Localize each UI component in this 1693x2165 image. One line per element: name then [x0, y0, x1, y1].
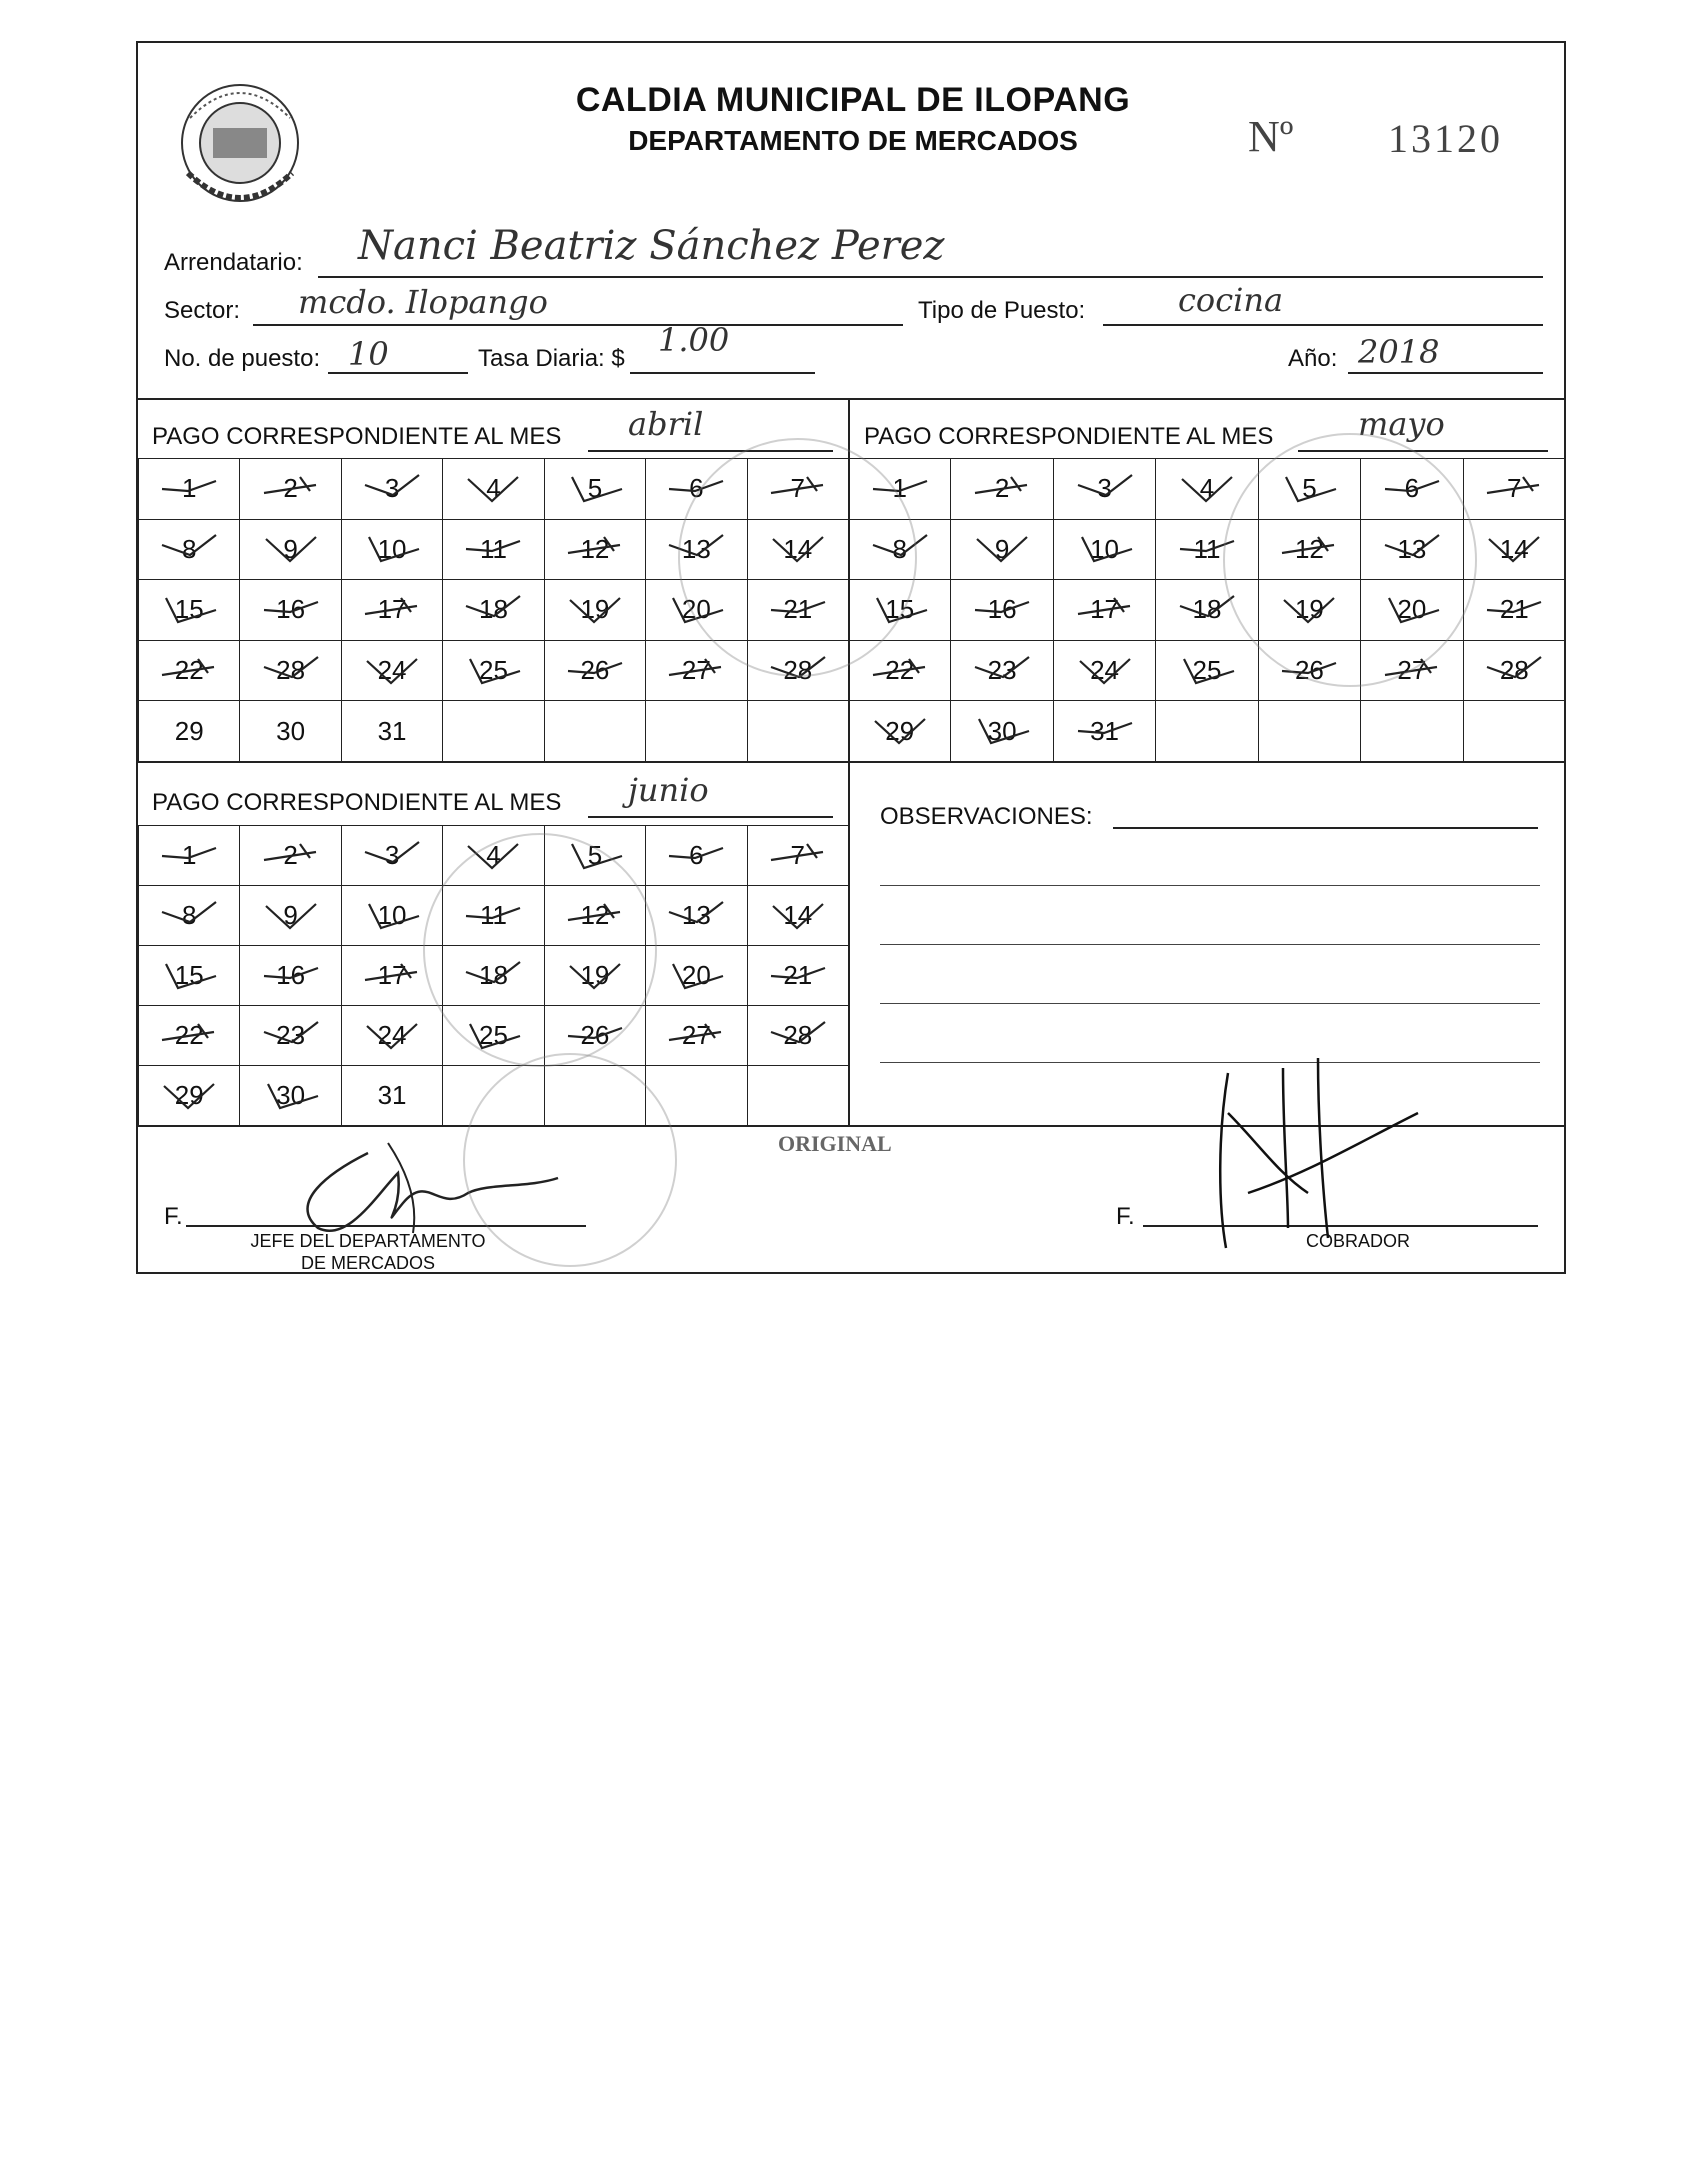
day-cell	[1361, 520, 1463, 581]
day-cell	[139, 701, 240, 762]
arrendatario-line	[318, 276, 1543, 278]
anio-value: 2018	[1358, 333, 1440, 371]
day-cell	[951, 580, 1053, 641]
day-cell	[951, 459, 1053, 520]
day-number: 20	[681, 960, 711, 990]
day-cell	[545, 520, 646, 581]
day-number: 1	[181, 840, 197, 870]
day-cell	[342, 886, 443, 946]
market-payment-card	[136, 41, 1566, 1274]
day-cell	[1464, 520, 1566, 581]
day-cell	[1259, 459, 1361, 520]
day-cell	[1259, 520, 1361, 581]
day-cell	[139, 641, 240, 702]
day-cell	[951, 701, 1053, 762]
day-number: 24	[377, 1020, 407, 1050]
month-3-line	[588, 816, 833, 818]
day-number: 30	[276, 715, 306, 746]
day-cell	[342, 1066, 443, 1126]
observaciones-line-1	[880, 885, 1540, 886]
day-number: 22	[885, 655, 915, 686]
day-number: 8	[181, 533, 197, 564]
month-3-value: junio	[628, 771, 709, 809]
observaciones-line-3	[880, 1003, 1540, 1004]
day-cell	[1054, 580, 1156, 641]
jefe-title-line2: DE MERCADOS	[300, 1253, 435, 1273]
f-left-label: F.	[164, 1203, 183, 1230]
day-cell	[342, 580, 443, 641]
day-number: 14	[1499, 533, 1529, 564]
day-number: 19	[580, 594, 610, 625]
empty-cell	[1464, 701, 1566, 762]
month-1-value: abril	[628, 405, 704, 443]
day-number: 24	[1090, 655, 1120, 686]
day-cell	[139, 520, 240, 581]
month-1-day-grid	[138, 458, 849, 762]
day-number: 30	[987, 715, 1017, 746]
day-cell	[139, 886, 240, 946]
empty-cell	[646, 1066, 747, 1126]
tasa-label: Tasa Diaria: $	[478, 345, 625, 372]
day-cell	[1054, 641, 1156, 702]
day-number: 21	[1499, 594, 1529, 625]
day-number: 4	[486, 840, 501, 870]
receipt-number-label: Nº	[1248, 112, 1294, 161]
empty-cell	[646, 701, 747, 762]
day-number: 25	[479, 655, 508, 686]
day-number: 17	[377, 960, 407, 990]
day-cell	[545, 459, 646, 520]
day-number: 20	[681, 594, 711, 625]
day-number: 16	[987, 594, 1017, 625]
cobrador-signature-icon	[1188, 1053, 1458, 1253]
day-cell	[342, 826, 443, 886]
observaciones-label: OBSERVACIONES:	[880, 803, 1093, 830]
month-1-label: PAGO CORRESPONDIENTE AL MES	[152, 423, 562, 450]
day-cell	[951, 520, 1053, 581]
day-number: 18	[1192, 594, 1222, 625]
empty-cell	[545, 1066, 646, 1126]
day-number: 16	[276, 594, 306, 625]
arrendatario-value: Nanci Beatriz Sánchez Perez	[358, 223, 945, 269]
day-number: 3	[384, 473, 400, 504]
anio-line	[1348, 372, 1543, 374]
puesto-value: 10	[348, 335, 389, 373]
day-number: 10	[377, 533, 407, 564]
day-number: 31	[377, 1080, 407, 1110]
day-cell	[139, 1066, 240, 1126]
day-cell	[849, 520, 951, 581]
day-cell	[139, 946, 240, 1006]
puesto-label: No. de puesto:	[164, 345, 321, 372]
day-cell	[240, 1066, 341, 1126]
day-cell	[443, 826, 544, 886]
day-cell	[545, 580, 646, 641]
day-number: 13	[681, 533, 711, 564]
cobrador-title: COBRADOR	[1305, 1231, 1410, 1251]
day-cell	[443, 580, 544, 641]
day-cell	[443, 886, 544, 946]
day-number: 11	[1193, 533, 1221, 564]
day-cell	[1259, 641, 1361, 702]
day-cell	[646, 459, 747, 520]
day-cell	[1156, 459, 1258, 520]
day-number: 30	[276, 1080, 306, 1110]
day-cell	[545, 1006, 646, 1066]
day-number: 27	[681, 1020, 711, 1050]
day-cell	[240, 946, 341, 1006]
day-number: 14	[783, 900, 813, 930]
day-number: 12	[580, 533, 610, 564]
day-number: 28	[276, 655, 306, 686]
day-number: 14	[783, 533, 813, 564]
day-cell	[1156, 641, 1258, 702]
observaciones-line-0	[1113, 827, 1538, 829]
day-cell	[646, 641, 747, 702]
jefe-title-line1: JEFE DEL DEPARTAMENTO	[250, 1231, 486, 1251]
day-number: 5	[587, 473, 603, 504]
tasa-value: 1.00	[658, 321, 730, 359]
day-cell	[646, 886, 747, 946]
original-stamp: ORIGINAL	[778, 1131, 892, 1156]
day-number: 19	[1294, 594, 1324, 625]
day-number: 6	[689, 840, 704, 870]
day-number: 26	[580, 1020, 610, 1050]
day-cell	[748, 826, 849, 886]
day-cell	[646, 520, 747, 581]
day-cell	[240, 826, 341, 886]
observaciones-line-2	[880, 944, 1540, 945]
day-number: 1	[181, 473, 197, 504]
day-cell	[1464, 459, 1566, 520]
department-title: DEPARTAMENTO DE MERCADOS	[628, 125, 1078, 156]
month-3-day-grid	[138, 825, 849, 1126]
day-number: 9	[283, 533, 298, 564]
day-number: 21	[783, 594, 813, 625]
day-number: 9	[994, 533, 1010, 564]
day-number: 3	[384, 840, 400, 870]
day-cell	[443, 946, 544, 1006]
day-number: 18	[479, 960, 508, 990]
day-number: 11	[479, 533, 507, 564]
day-cell	[342, 520, 443, 581]
day-number: 1	[892, 473, 907, 504]
day-number: 7	[790, 473, 806, 504]
day-number: 21	[783, 960, 813, 990]
day-number: 28	[783, 1020, 813, 1050]
tipo-puesto-value: cocina	[1178, 281, 1284, 319]
tasa-line	[630, 372, 815, 374]
day-cell	[443, 520, 544, 581]
day-cell	[342, 641, 443, 702]
empty-cell	[443, 701, 544, 762]
day-number: 31	[1090, 715, 1120, 746]
day-cell	[646, 1006, 747, 1066]
day-cell	[1156, 580, 1258, 641]
day-cell	[1464, 641, 1566, 702]
month-2-day-grid	[848, 458, 1566, 762]
day-number: 27	[1397, 655, 1427, 686]
day-cell	[139, 580, 240, 641]
day-cell	[139, 1006, 240, 1066]
day-number: 16	[276, 960, 306, 990]
day-number: 15	[174, 594, 204, 625]
day-cell	[1361, 459, 1463, 520]
sector-label: Sector:	[164, 297, 241, 324]
month-2-label: PAGO CORRESPONDIENTE AL MES	[864, 423, 1274, 450]
day-cell	[1464, 580, 1566, 641]
day-number: 20	[1397, 594, 1427, 625]
empty-cell	[748, 1066, 849, 1126]
jefe-signature-icon	[228, 1133, 588, 1243]
day-number: 5	[1302, 473, 1317, 504]
day-number: 28	[1499, 655, 1529, 686]
day-number: 5	[587, 840, 603, 870]
day-cell	[240, 1006, 341, 1066]
sector-line	[253, 324, 903, 326]
day-number: 13	[1397, 533, 1427, 564]
day-cell	[240, 459, 341, 520]
day-number: 27	[681, 655, 711, 686]
empty-cell	[1156, 701, 1258, 762]
receipt-number: 13120	[1388, 116, 1503, 161]
day-number: 12	[580, 900, 610, 930]
day-number: 18	[479, 594, 508, 625]
day-cell	[1054, 701, 1156, 762]
arrendatario-label: Arrendatario:	[164, 249, 303, 276]
day-number: 10	[377, 900, 407, 930]
tipo-puesto-label: Tipo de Puesto:	[918, 297, 1086, 324]
day-cell	[545, 826, 646, 886]
day-cell	[342, 946, 443, 1006]
day-cell	[240, 520, 341, 581]
day-cell	[240, 701, 341, 762]
day-number: 7	[790, 840, 806, 870]
day-cell	[849, 580, 951, 641]
day-cell	[849, 459, 951, 520]
day-cell	[545, 886, 646, 946]
day-cell	[849, 641, 951, 702]
day-number: 12	[1294, 533, 1324, 564]
day-cell	[1361, 580, 1463, 641]
day-cell	[748, 641, 849, 702]
month-2-value: mayo	[1358, 405, 1445, 443]
day-cell	[240, 886, 341, 946]
day-number: 22	[174, 655, 204, 686]
day-cell	[748, 1006, 849, 1066]
day-number: 3	[1097, 473, 1112, 504]
day-number: 17	[377, 594, 407, 625]
day-cell	[646, 946, 747, 1006]
day-number: 4	[486, 473, 501, 504]
day-cell	[139, 826, 240, 886]
empty-cell	[748, 701, 849, 762]
day-cell	[748, 520, 849, 581]
month-2-line	[1298, 450, 1548, 452]
anio-label: Año:	[1288, 345, 1338, 372]
day-cell	[748, 946, 849, 1006]
empty-cell	[443, 1066, 544, 1126]
day-number: 2	[283, 840, 298, 870]
f-right-label: F.	[1116, 1203, 1135, 1230]
day-number: 15	[885, 594, 915, 625]
day-number: 28	[783, 655, 813, 686]
day-cell	[342, 1006, 443, 1066]
day-number: 22	[174, 1020, 204, 1050]
day-cell	[545, 946, 646, 1006]
day-cell	[443, 641, 544, 702]
day-number: 19	[580, 960, 610, 990]
empty-cell	[545, 701, 646, 762]
day-cell	[342, 459, 443, 520]
day-number: 2	[994, 473, 1010, 504]
sector-value: mcdo. Ilopango	[298, 283, 548, 321]
tipo-puesto-line	[1103, 324, 1543, 326]
day-cell	[342, 701, 443, 762]
day-cell	[443, 459, 544, 520]
month-1-line	[588, 450, 833, 452]
day-cell	[951, 641, 1053, 702]
day-cell	[240, 580, 341, 641]
day-number: 6	[1404, 473, 1420, 504]
day-cell	[1259, 580, 1361, 641]
day-number: 15	[174, 960, 204, 990]
day-number: 9	[283, 900, 298, 930]
day-cell	[748, 580, 849, 641]
day-cell	[849, 701, 951, 762]
day-cell	[748, 459, 849, 520]
day-cell	[1054, 520, 1156, 581]
day-cell	[1361, 641, 1463, 702]
day-cell	[545, 641, 646, 702]
day-number: 8	[181, 900, 197, 930]
empty-cell	[1259, 701, 1361, 762]
day-number: 24	[377, 655, 407, 686]
day-cell	[240, 641, 341, 702]
day-number: 4	[1199, 473, 1215, 504]
day-number: 23	[276, 1020, 306, 1050]
day-cell	[748, 886, 849, 946]
day-number: 26	[1294, 655, 1324, 686]
day-number: 17	[1090, 594, 1120, 625]
day-cell	[1054, 459, 1156, 520]
day-cell	[646, 826, 747, 886]
day-cell	[443, 1006, 544, 1066]
day-number: 29	[174, 715, 204, 746]
day-cell	[1156, 520, 1258, 581]
day-number: 29	[885, 715, 915, 746]
day-number: 25	[1192, 655, 1222, 686]
day-number: 11	[479, 900, 507, 930]
day-number: 26	[580, 655, 610, 686]
day-number: 10	[1090, 533, 1120, 564]
day-number: 31	[377, 715, 407, 746]
day-number: 8	[892, 533, 907, 564]
day-cell	[139, 459, 240, 520]
day-number: 6	[689, 473, 704, 504]
day-number: 13	[681, 900, 711, 930]
day-number: 2	[283, 473, 298, 504]
day-number: 23	[987, 655, 1017, 686]
empty-cell	[1361, 701, 1463, 762]
day-number: 25	[479, 1020, 508, 1050]
day-number: 7	[1507, 473, 1522, 504]
day-number: 29	[174, 1080, 204, 1110]
day-cell	[646, 580, 747, 641]
municipality-title: CALDIA MUNICIPAL DE ILOPANG	[575, 81, 1131, 119]
top-section-divider	[138, 398, 1566, 400]
month-3-label: PAGO CORRESPONDIENTE AL MES	[152, 789, 562, 816]
